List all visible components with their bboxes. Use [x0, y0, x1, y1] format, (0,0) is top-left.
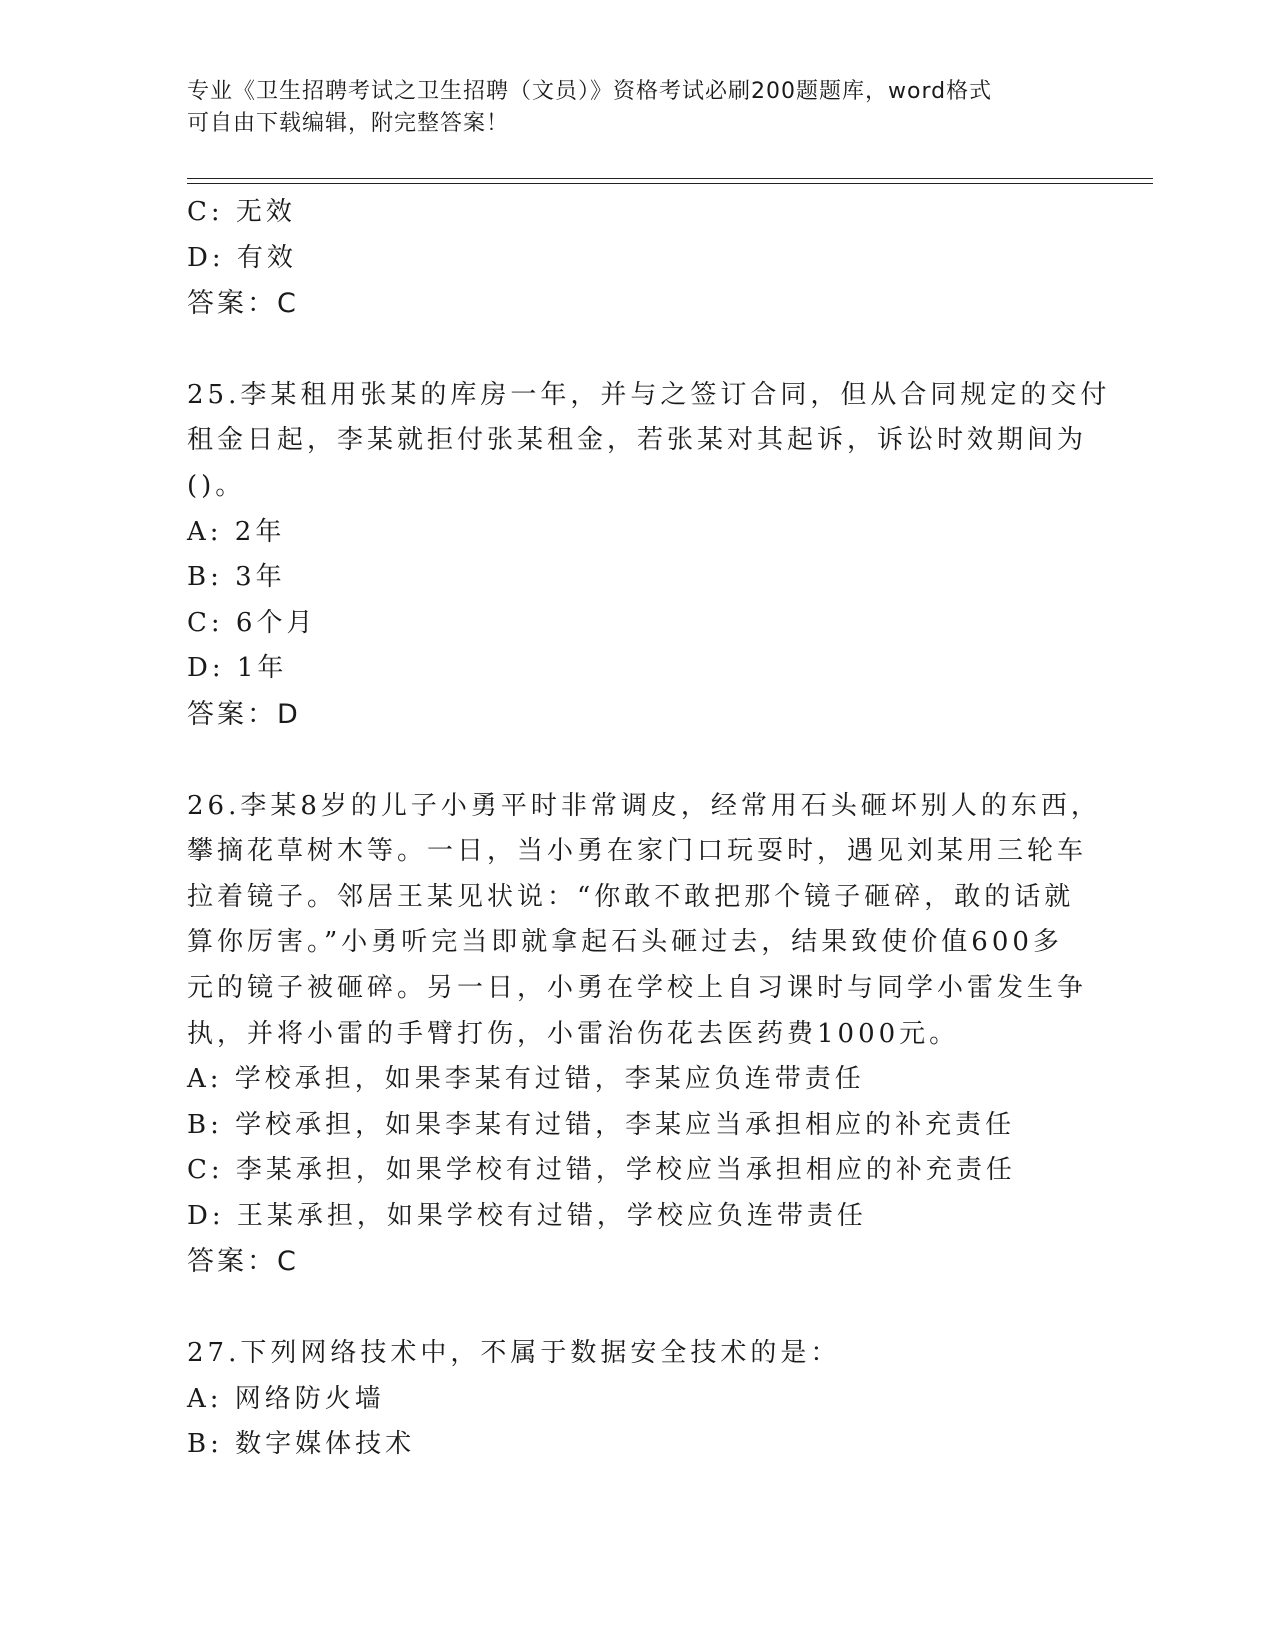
- question-stem-line: 执，并将小雷的手臂打伤，小雷治伤花去医药费1000元。: [187, 1018, 960, 1049]
- option-b: B: 数字媒体技术: [187, 1429, 416, 1460]
- question-24: [187, 190, 1087, 327]
- header-divider-bottom: [187, 183, 1153, 184]
- answer: 答案：C: [187, 288, 299, 320]
- option-b: B: 3年: [187, 562, 286, 593]
- question-27: [187, 1331, 1087, 1468]
- header-divider-top: [187, 178, 1153, 179]
- question-stem-line: 算你厉害。”小勇听完当即就拿起石头砸过去，结果致使价值600多: [187, 927, 1063, 958]
- option-c: C: 李某承担，如果学校有过错，学校应当承担相应的补充责任: [187, 1155, 1016, 1186]
- document-header: [187, 76, 1087, 140]
- header-line-2: 可自由下载编辑，附完整答案！: [187, 111, 510, 136]
- question-26: [187, 784, 1101, 1286]
- document-body: [187, 190, 1111, 1468]
- question-stem-line: ()。: [187, 470, 246, 501]
- option-d: D: 1年: [187, 653, 288, 684]
- header-line-1: 专业《卫生招聘考试之卫生招聘（文员）》资格考试必刷200题题库，word格式: [187, 79, 993, 104]
- question-stem-line: 25.李某租用张某的库房一年，并与之签订合同，但从合同规定的交付: [187, 379, 1111, 410]
- question-spacer: [187, 738, 1087, 784]
- question-spacer: [187, 1285, 1087, 1331]
- question-stem-line: 攀摘花草树木等。一日，当小勇在家门口玩耍时，遇见刘某用三轮车: [187, 836, 1088, 867]
- option-a: A: 学校承担，如果李某有过错，李某应负连带责任: [187, 1064, 865, 1095]
- question-stem-line: 租金日起，李某就拒付张某租金，若张某对其起诉，诉讼时效期间为: [187, 425, 1088, 456]
- question-25: [187, 373, 1111, 738]
- option-a: A: 网络防火墙: [187, 1383, 385, 1414]
- option-c: C: 无效: [187, 197, 296, 227]
- question-spacer: [187, 327, 1087, 373]
- option-a: A: 2年: [187, 516, 286, 547]
- option-b: B: 学校承担，如果李某有过错，李某应当承担相应的补充责任: [187, 1109, 1016, 1140]
- option-d: D: 有效: [187, 242, 297, 273]
- question-stem-line: 元的镜子被砸碎。另一日，小勇在学校上自习课时与同学小雷发生争: [187, 972, 1088, 1003]
- answer: 答案：C: [187, 1246, 299, 1278]
- question-stem-line: 27.下列网络技术中，不属于数据安全技术的是：: [187, 1338, 841, 1369]
- question-stem-line: 拉着镜子。邻居王某见状说：“你敢不敢把那个镜子砸碎，敢的话就: [187, 881, 1075, 912]
- option-c: C: 6个月: [187, 607, 317, 638]
- option-d: D: 王某承担，如果学校有过错，学校应负连带责任: [187, 1200, 867, 1231]
- question-stem-line: 26.李某8岁的儿子小勇平时非常调皮，经常用石头砸坏别人的东西，: [187, 790, 1101, 821]
- answer: 答案：D: [187, 698, 301, 730]
